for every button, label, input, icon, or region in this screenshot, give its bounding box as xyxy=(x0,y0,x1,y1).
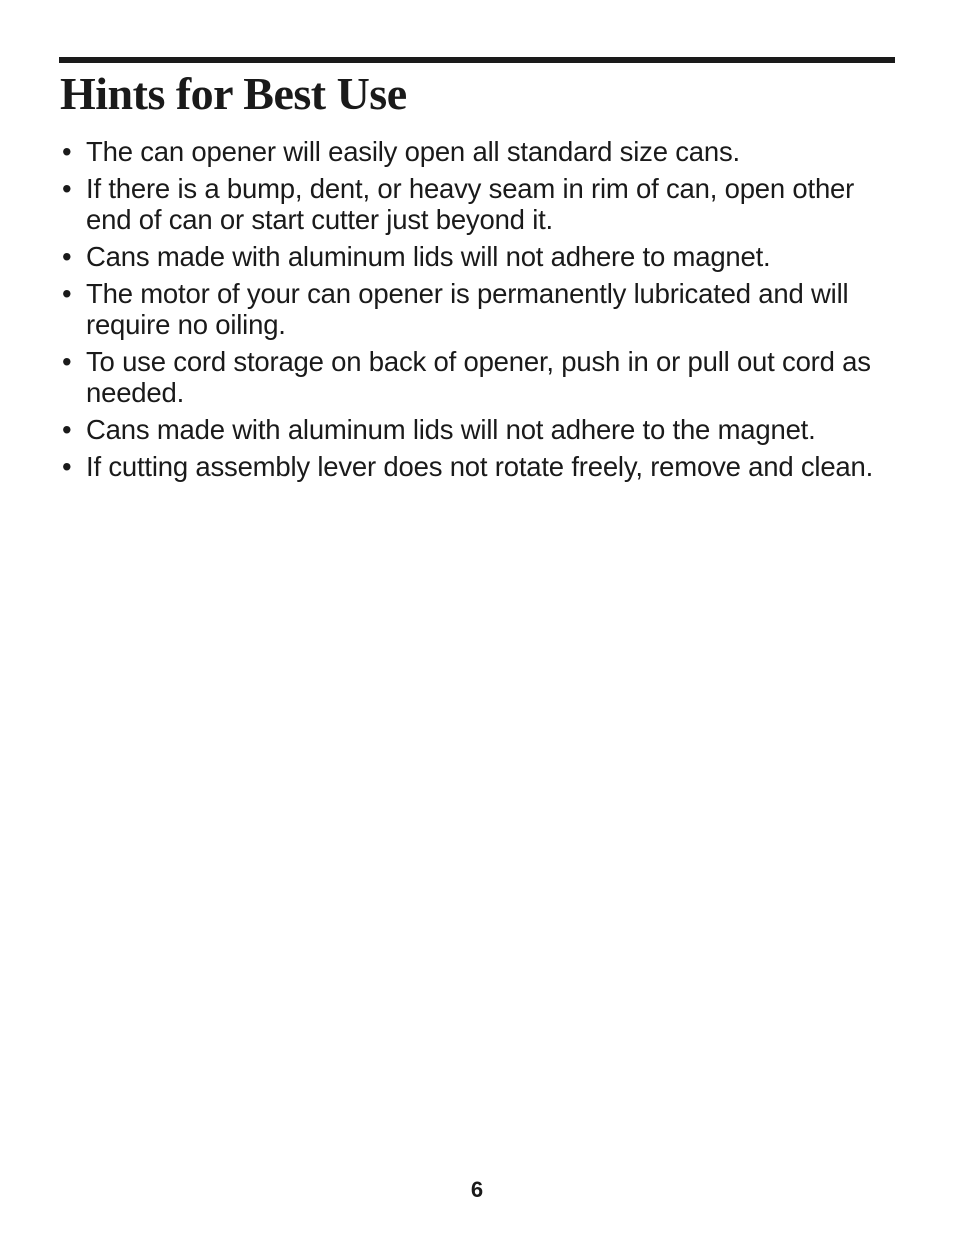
hint-text: If cutting assembly lever does not rotate freely, remove and clean. xyxy=(86,451,874,482)
list-item xyxy=(62,414,902,445)
bullet-icon: • xyxy=(62,278,72,309)
hint-text: The can opener will easily open all standard size cans. xyxy=(86,136,740,167)
bullet-icon: • xyxy=(62,136,72,167)
bullet-icon: • xyxy=(62,346,72,377)
list-item xyxy=(62,451,902,482)
list-item xyxy=(62,136,902,167)
hint-text: If there is a bump, dent, or heavy seam in rim of can, open other end of can or start cutter just beyond it. xyxy=(86,173,855,235)
hint-text: To use cord storage on back of opener, push in or pull out cord as needed. xyxy=(86,346,871,408)
hint-text: Cans made with aluminum lids will not adhere to magnet. xyxy=(86,241,771,272)
hint-text: The motor of your can opener is permanently lubricated and will require no oiling. xyxy=(86,278,849,340)
header-rule xyxy=(59,57,895,63)
list-item xyxy=(62,173,902,235)
bullet-icon: • xyxy=(62,173,72,204)
hints-list xyxy=(62,136,902,488)
page-number: 6 xyxy=(470,1177,484,1202)
list-item xyxy=(62,241,902,272)
bullet-icon: • xyxy=(62,241,72,272)
hint-text: Cans made with aluminum lids will not adhere to the magnet. xyxy=(86,414,816,445)
list-item xyxy=(62,346,902,408)
list-item xyxy=(62,278,902,340)
page-title: Hints for Best Use xyxy=(60,68,407,119)
bullet-icon: • xyxy=(62,414,72,445)
bullet-icon: • xyxy=(62,451,72,482)
